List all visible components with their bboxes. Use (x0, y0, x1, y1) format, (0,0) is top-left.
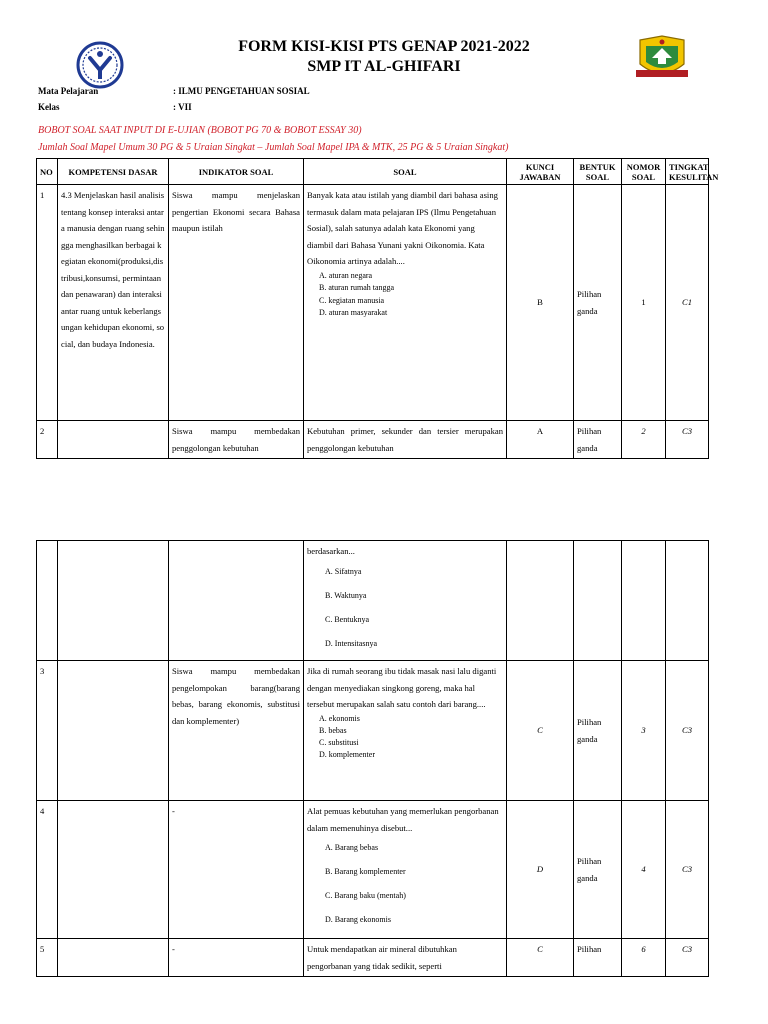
row2-cont-no (37, 541, 58, 661)
row2-cont-kd (58, 541, 169, 661)
row3-soal-cell (304, 661, 507, 801)
row2-soal: Kebutuhan primer, sekunder dan tersier merupakan penggolongan kebutuhan (304, 421, 507, 459)
row4-options (307, 836, 503, 932)
table-row (37, 541, 709, 661)
header-no: NO (37, 159, 58, 185)
row5-tingkat: C3 (666, 939, 709, 977)
page-2 (0, 540, 768, 1024)
row2-cont-bentuk (574, 541, 622, 661)
row1-options (307, 270, 503, 320)
row3-nomor: 3 (622, 661, 666, 801)
row3-tingkat: C3 (666, 661, 709, 801)
class-value: : VII (173, 102, 192, 112)
option-b: B. bebas (319, 725, 347, 735)
row4-soal-cell (304, 801, 507, 939)
row1-kd: 4.3 Menjelaskan hasil analisis tentang konsep interaksi antara manusia dengan ruang sehingga menghasilkan berbagai kegiatan ekonomi(produksi,distribusi,konsumsi, permintaan dan penawaran) dan interaksi antar ruang untuk keberlangsungan kehidupan ekonomi, social, dan budaya Indonesia. (58, 185, 169, 421)
option-c: C. substitusi (319, 737, 359, 747)
row1-kunci: B (507, 185, 574, 421)
subject-label: Mata Pelajaran (38, 86, 99, 96)
row2-cont-tingkat (666, 541, 709, 661)
row2-kd (58, 421, 169, 459)
row2-indikator: Siswa mampu membedakan penggolongan kebutuhan (169, 421, 304, 459)
row5-kunci: C (507, 939, 574, 977)
option-d: D. komplementer (319, 749, 375, 759)
page-1 (0, 0, 768, 470)
table-row (37, 185, 709, 421)
option-a: A. Barang bebas (325, 843, 379, 852)
row4-kunci: D (507, 801, 574, 939)
row5-nomor: 6 (622, 939, 666, 977)
option-c: C. Bentuknya (325, 614, 369, 624)
row2-tingkat: C3 (666, 421, 709, 459)
option-a: A. aturan negara (319, 270, 373, 280)
kisi-table-page2 (36, 540, 709, 977)
row1-tingkat: C1 (666, 185, 709, 421)
row1-no: 1 (37, 185, 58, 421)
row5-bentuk: Pilihan (574, 939, 622, 977)
table-row (37, 661, 709, 801)
option-b: B. Barang komplementer (325, 867, 406, 876)
header-soal: SOAL (304, 159, 507, 185)
count-note: Jumlah Soal Mapel Umum 30 PG & 5 Uraian Singkat – Jumlah Soal Mapel IPA & MTK, 25 PG & 5 Uraian Singkat) (38, 142, 509, 153)
row3-kunci: C (507, 661, 574, 801)
row4-nomor: 4 (622, 801, 666, 939)
class-label: Kelas (38, 102, 60, 112)
row3-bentuk: Pilihan ganda (574, 661, 622, 801)
row3-no: 3 (37, 661, 58, 801)
option-d: D. aturan masyarakat (319, 308, 388, 317)
row5-no: 5 (37, 939, 58, 977)
subject-value: : ILMU PENGETAHUAN SOSIAL (173, 86, 310, 96)
row1-nomor: 1 (622, 185, 666, 421)
row5-indikator: - (169, 939, 304, 977)
header-kunci: KUNCI JAWABAN (507, 159, 574, 185)
table-row (37, 939, 709, 977)
option-d: D. Intensitasnya (325, 638, 377, 648)
header-bentuk: BENTUK SOAL (574, 159, 622, 185)
row1-soal: Banyak kata atau istilah yang diambil dari bahasa asing termasuk dalam mata pelajaran IPS (Ilmu Pengetahuan Sosial), salah satunya adalah kata Ekonomi yang diambil dari Bahasa Yunani yakni Oikonomia. Kata Oikonomia artinya adalah.... (307, 190, 498, 266)
option-d: D. Barang ekonomis (325, 915, 391, 924)
row2-cont-soal-cell (304, 541, 507, 661)
row2-cont-nomor (622, 541, 666, 661)
header-tingkat: TINGKAT KESULITAN (666, 159, 709, 185)
row4-kd (58, 801, 169, 939)
row3-options (307, 713, 503, 761)
row5-soal: Untuk mendapatkan air mineral dibutuhkan pengorbanan yang tidak sedikit, seperti (304, 939, 507, 977)
row1-bentuk: Pilihan ganda (574, 185, 622, 421)
page-gap (0, 470, 768, 540)
row4-tingkat: C3 (666, 801, 709, 939)
row2-nomor: 2 (622, 421, 666, 459)
row2-kunci: A (507, 421, 574, 459)
row4-indikator: - (169, 801, 304, 939)
row1-soal-cell (304, 185, 507, 421)
option-b: B. aturan rumah tangga (319, 283, 395, 292)
row2-options (307, 560, 503, 656)
row4-no: 4 (37, 801, 58, 939)
row2-soal-cont: berdasarkan... (307, 546, 355, 556)
option-b: B. Waktunya (325, 590, 367, 600)
option-a: A. Sifatnya (325, 566, 362, 576)
option-c: C. kegiatan manusia (319, 295, 385, 305)
header-indikator: INDIKATOR SOAL (169, 159, 304, 185)
header-kd: KOMPETENSI DASAR (58, 159, 169, 185)
option-a: A. ekonomis (319, 713, 360, 723)
row4-bentuk: Pilihan ganda (574, 801, 622, 939)
table-row (37, 801, 709, 939)
row3-kd (58, 661, 169, 801)
kisi-table-page1 (36, 158, 719, 459)
row1-indikator: Siswa mampu menjelaskan pengertian Ekonomi secara Bahasa maupun istilah (169, 185, 304, 421)
table-header-row (37, 159, 709, 185)
row2-no: 2 (37, 421, 58, 459)
row2-bentuk: Pilihan ganda (574, 421, 622, 459)
row2-cont-indikator (169, 541, 304, 661)
row3-indikator: Siswa mampu membedakan pengelompokan barang(barang bebas, barang ekonomis, substitusi dan komplementer) (169, 661, 304, 801)
row4-soal: Alat pemuas kebutuhan yang memerlukan pengorbanan dalam memenuhinya disebut... (307, 806, 499, 833)
table-row (37, 421, 709, 459)
header-nomor: NOMOR SOAL (622, 159, 666, 185)
row5-kd (58, 939, 169, 977)
row3-soal: Jika di rumah seorang ibu tidak masak nasi lalu diganti dengan menyediakan singkong goreng, maka hal tersebut merupakan salah satu contoh dari barang.... (307, 666, 497, 709)
weight-note: BOBOT SOAL SAAT INPUT DI E-UJIAN (BOBOT PG 70 & BOBOT ESSAY 30) (38, 125, 362, 136)
row2-cont-kunci (507, 541, 574, 661)
form-title: FORM KISI-KISI PTS GENAP 2021-2022 (238, 38, 530, 55)
option-c: C. Barang baku (mentah) (325, 891, 406, 900)
school-name: SMP IT AL-GHIFARI (307, 58, 461, 75)
